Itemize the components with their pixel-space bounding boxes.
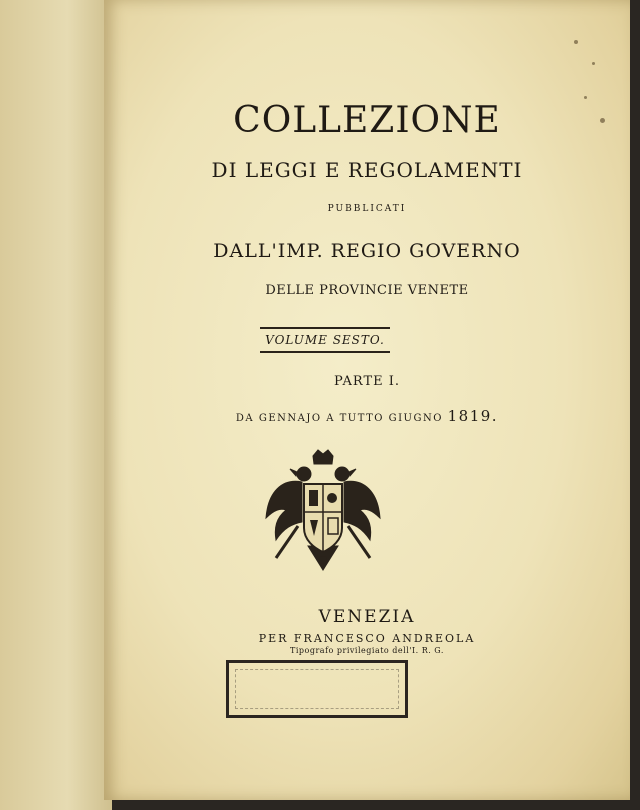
date-range: [104, 407, 630, 425]
facing-page-edge: [0, 0, 112, 810]
volume-label: VOLUME SESTO.: [260, 327, 390, 353]
provinces-line: DELLE PROVINCIE VENETE: [265, 283, 469, 298]
book-subtitle: DI LEGGI E REGOLAMENTI: [211, 158, 523, 182]
title-page: [104, 0, 630, 800]
foxing-spot: [600, 118, 605, 123]
double-headed-eagle-crest-icon: [262, 448, 384, 574]
printer-title: Tipografo privilegiato dell'I. R. G.: [290, 646, 444, 655]
published-label: PUBBLICATI: [327, 204, 407, 214]
foxing-spot: [584, 96, 587, 99]
date-range-text: DA GENNAJO A TUTTO GIUGNO: [235, 413, 443, 424]
printer-name: PER FRANCESCO ANDREOLA: [258, 632, 476, 645]
year: 1819.: [447, 407, 499, 425]
foxing-spot: [592, 62, 595, 65]
government-line: DALL'IMP. REGIO GOVERNO: [213, 240, 521, 262]
book-title: COLLEZIONE: [233, 100, 501, 141]
imprint-city: VENEZIA: [318, 607, 416, 627]
foxing-spot: [574, 40, 578, 44]
library-stamp: [226, 660, 408, 718]
part-label: PARTE I.: [333, 374, 401, 389]
